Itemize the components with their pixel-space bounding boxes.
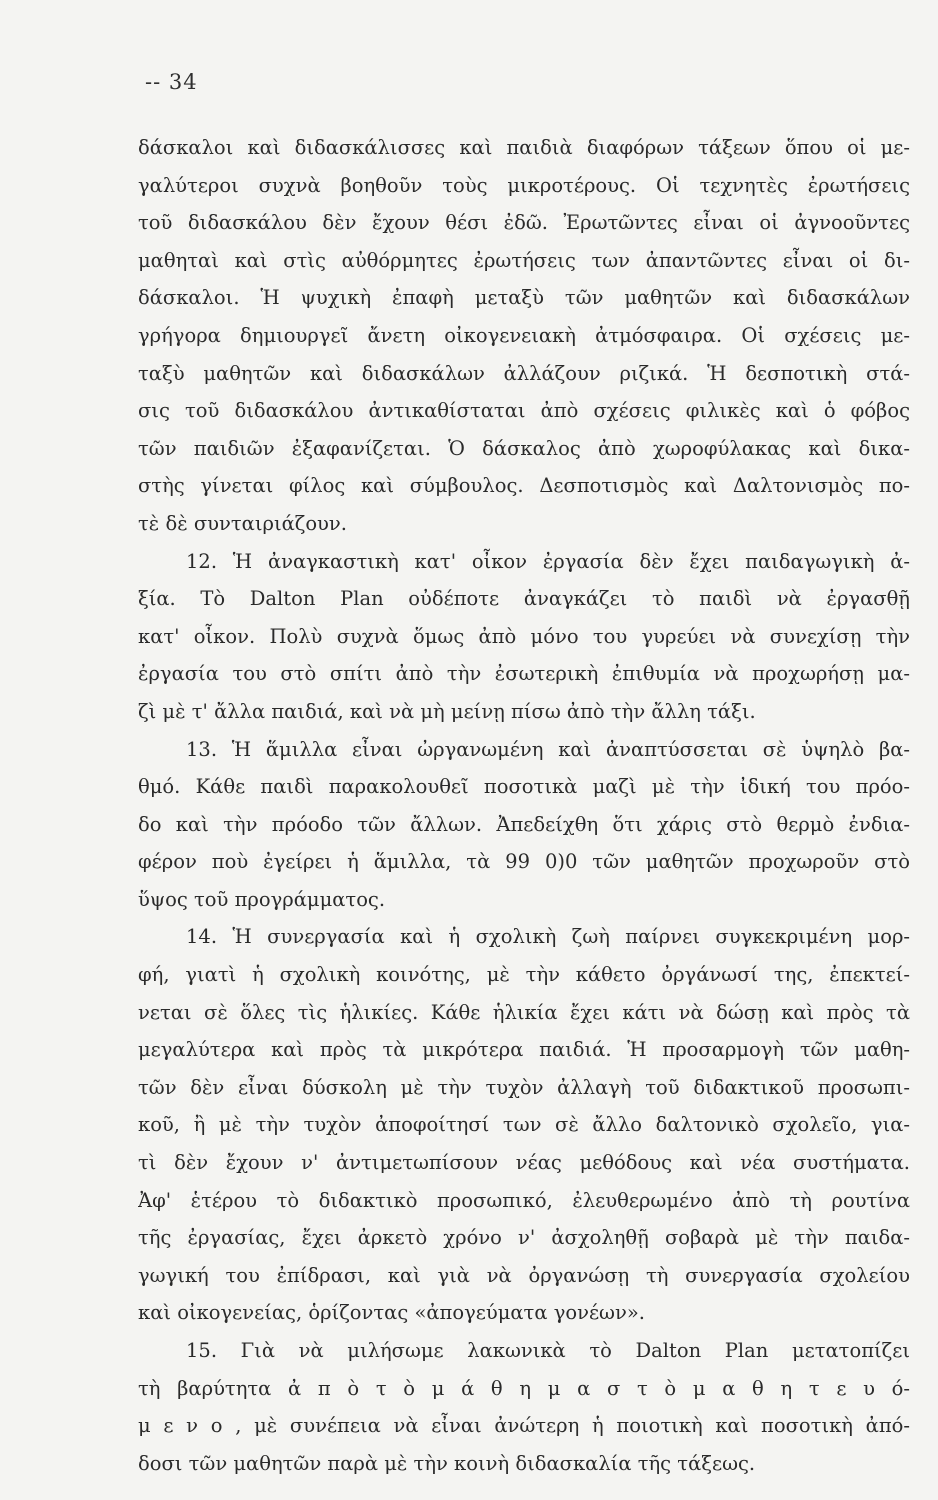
- text-line: γωγική του ἐπίδρασι, καὶ γιὰ νὰ ὀργανώσῃ τὴ συνεργασία σχολείου: [138, 1263, 910, 1287]
- text-line: φέρον ποὺ ἐγείρει ἡ ἅμιλλα, τὰ 99 0)0 τῶν μαθητῶν προχωροῦν στὸ: [138, 850, 910, 874]
- text-line: τὴ βαρύτητα ἀ π ὸ τ ὸ μ ά θ η μ α σ τ ὸ μ α θ η τ ε υ ό-: [138, 1376, 910, 1400]
- text-line: τοῦ διδασκάλου δὲν ἔχουν θέσι ἐδῶ. Ἐρωτῶντες εἶναι οἱ ἀγνοοῦντες: [138, 211, 910, 235]
- text-line: ξία. Τὸ Dalton Plan οὐδέποτε ἀναγκάζει τὸ παιδὶ νὰ ἐργασθῇ: [138, 587, 910, 611]
- text-line: δο καὶ τὴν πρόοδο τῶν ἄλλων. Ἀπεδείχθη ὅτι χάρις στὸ θερμὸ ἐνδια-: [138, 812, 910, 836]
- text-line: τῶν δὲν εἶναι δύσκολη μὲ τὴν τυχὸν ἀλλαγὴ τοῦ διδακτικοῦ προσωπι-: [138, 1075, 910, 1099]
- text-line: στὴς γίνεται φίλος καὶ σύμβουλος. Δεσποτισμὸς καὶ Δαλτονισμὸς πο-: [138, 474, 910, 498]
- text-line: τὲ δὲ συνταιριάζουν.: [138, 511, 347, 535]
- text-line: φή, γιατὶ ἡ σχολικὴ κοινότης, μὲ τὴν κάθετο ὀργάνωσί της, ἐπεκτεί-: [138, 963, 910, 987]
- text-line: καὶ οἰκογενείας, ὁρίζοντας «ἀπογεύματα γονέων».: [138, 1301, 645, 1325]
- text-line: τῶν παιδιῶν ἐξαφανίζεται. Ὁ δάσκαλος ἀπὸ χωροφύλακας καὶ δικα-: [138, 436, 910, 460]
- text-line: ἐργασία του στὸ σπίτι ἀπὸ τὴν ἐσωτερικὴ ἐπιθυμία νὰ προχωρήσῃ μα-: [138, 662, 910, 686]
- text-line: γαλύτεροι συχνὰ βοηθοῦν τοὺς μικροτέρους. Οἱ τεχνητὲς ἐρωτήσεις: [138, 173, 910, 197]
- text-line: ταξὺ μαθητῶν καὶ διδασκάλων ἀλλάζουν ριζικά. Ἡ δεσποτικὴ στά-: [138, 361, 910, 385]
- page-number: -- 34: [145, 70, 198, 94]
- text-line: θμό. Κάθε παιδὶ παρακολουθεῖ ποσοτικὰ μαζὶ μὲ τὴν ἰδική του πρόο-: [138, 775, 910, 799]
- text-line: 12. Ἡ ἀναγκαστικὴ κατ' οἶκον ἐργασία δὲν ἔχει παιδαγωγικὴ ἀ-: [186, 549, 910, 573]
- text-line: γρήγορα δημιουργεῖ ἄνετη οἰκογενειακὴ ἀτμόσφαιρα. Οἱ σχέσεις με-: [138, 323, 910, 347]
- text-line: νεται σὲ ὅλες τὶς ἡλικίες. Κάθε ἡλικία ἔχει κάτι νὰ δώσῃ καὶ πρὸς τὰ: [138, 1000, 910, 1024]
- text-line: μεγαλύτερα καὶ πρὸς τὰ μικρότερα παιδιά. Ἡ προσαρμογὴ τῶν μαθη-: [138, 1038, 910, 1062]
- text-line: σις τοῦ διδασκάλου ἀντικαθίσταται ἀπὸ σχέσεις φιλικὲς καὶ ὁ φόβος: [138, 399, 910, 423]
- text-line: Ἀφ' ἑτέρου τὸ διδακτικὸ προσωπικό, ἐλευθερωμένο ἀπὸ τὴ ρουτίνα: [138, 1188, 910, 1212]
- text-line: τῆς ἐργασίας, ἔχει ἀρκετὸ χρόνο ν' ἀσχοληθῇ σοβαρὰ μὲ τὴν παιδα-: [138, 1226, 910, 1250]
- text-line: 14. Ἡ συνεργασία καὶ ἡ σχολικὴ ζωὴ παίρνει συγκεκριμένη μορ-: [186, 925, 910, 949]
- text-line: μ ε ν ο , μὲ συνέπεια νὰ εἶναι ἀνώτερη ἡ ποιοτικὴ καὶ ποσοτικὴ ἀπό-: [138, 1414, 910, 1438]
- text-line: τὶ δὲν ἔχουν ν' ἀντιμετωπίσουν νέας μεθόδους καὶ νέα συστήματα.: [138, 1151, 910, 1175]
- text-line: μαθηταὶ καὶ στὶς αὐθόρμητες ἐρωτήσεις των ἀπαντῶντες εἶναι οἱ δι-: [138, 248, 910, 272]
- text-line: κοῦ, ἢ μὲ τὴν τυχὸν ἀποφοίτησί των σὲ ἄλλο δαλτονικὸ σχολεῖο, για-: [138, 1113, 910, 1137]
- text-line: ζὶ μὲ τ' ἄλλα παιδιά, καὶ νὰ μὴ μείνῃ πίσω ἀπὸ τὴν ἄλλη τάξι.: [138, 699, 756, 723]
- text-line: δάσκαλοι καὶ διδασκάλισσες καὶ παιδιὰ διαφόρων τάξεων ὅπου οἱ με-: [138, 136, 910, 159]
- text-line: ὕψος τοῦ προγράμματος.: [138, 887, 386, 911]
- text-line: δάσκαλοι. Ἡ ψυχικὴ ἐπαφὴ μεταξὺ τῶν μαθητῶν καὶ διδασκάλων: [138, 286, 910, 310]
- text-line: δοσι τῶν μαθητῶν παρὰ μὲ τὴν κοινὴ διδασκαλία τῆς τάξεως.: [138, 1451, 756, 1475]
- text-line: 13. Ἡ ἅμιλλα εἶναι ὠργανωμένη καὶ ἀναπτύσσεται σὲ ὑψηλὸ βα-: [186, 737, 910, 761]
- text-line: 15. Γιὰ νὰ μιλήσωμε λακωνικὰ τὸ Dalton Plan μετατοπίζει: [186, 1339, 910, 1362]
- page-body: [138, 129, 910, 1482]
- text-line: κατ' οἶκον. Πολὺ συχνὰ ὅμως ἀπὸ μόνο του γυρεύει νὰ συνεχίσῃ τὴν: [138, 624, 910, 648]
